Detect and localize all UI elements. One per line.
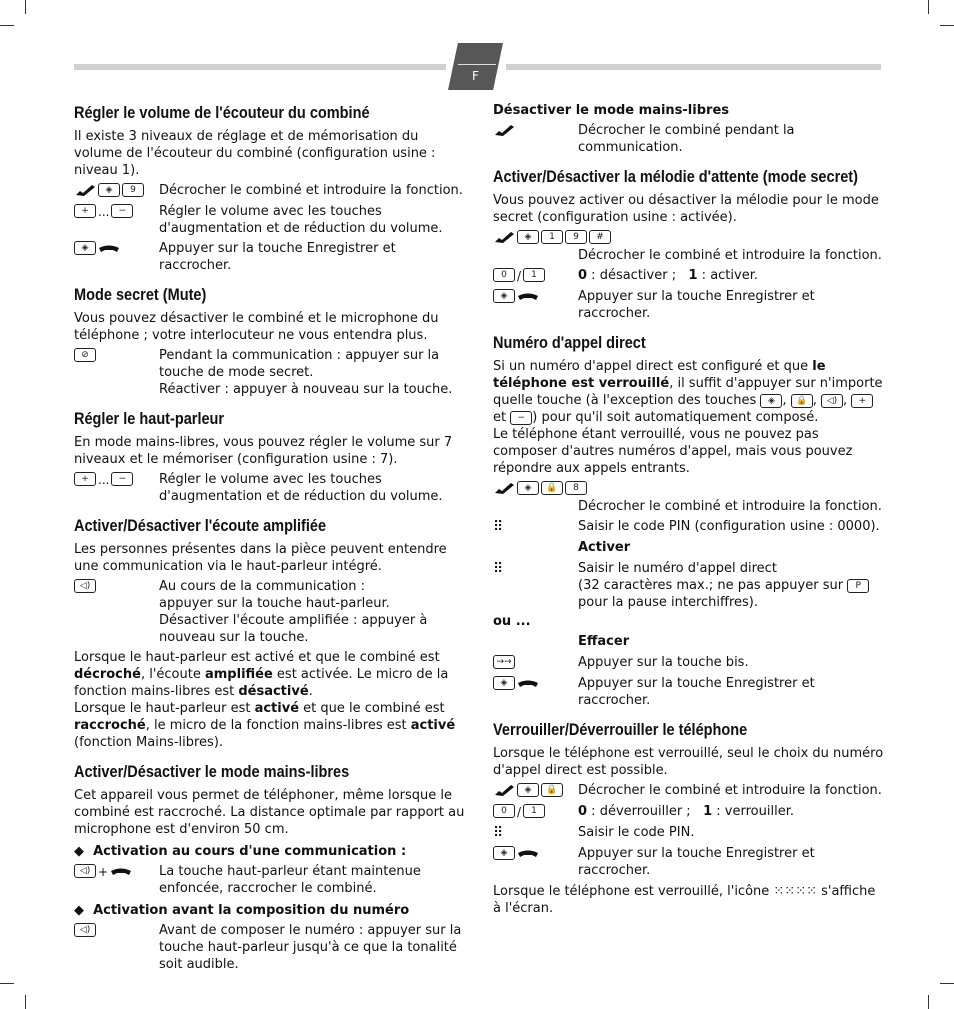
text: Lorsque le téléphone est verrouillé, l'icône <box>493 884 774 899</box>
crop-mark <box>928 995 929 1009</box>
step-text <box>578 803 885 821</box>
step-label <box>578 539 885 557</box>
volume-up-key-icon: + <box>74 204 96 218</box>
step-keys <box>493 803 578 821</box>
volume-down-key-icon: − <box>510 411 532 425</box>
step-keys <box>493 122 578 156</box>
section-title: Activer/Désactiver la mélodie d'attente (mode secret) <box>493 168 858 186</box>
text: Lorsque le haut-parleur est <box>74 701 255 716</box>
text: : verrouiller. <box>712 804 794 819</box>
paragraph: Cet appareil vous permet de téléphoner, même lorsque le combiné est raccroché. La distance optimale par rapport au microphone est d'environ 50 cm. <box>74 788 465 837</box>
pause-key-icon: P <box>847 579 869 593</box>
key-0-icon: 0 <box>493 804 515 818</box>
plus-sign: + <box>98 865 109 879</box>
speaker-key-icon: ◁) <box>74 923 96 937</box>
bold-text: Effacer <box>578 634 630 649</box>
step <box>493 267 885 285</box>
step <box>493 539 885 557</box>
step-keys <box>493 288 578 322</box>
text: , l'écoute <box>140 667 205 682</box>
step <box>493 480 885 515</box>
step-keys <box>74 863 159 897</box>
save-key-icon: ◈ <box>517 783 539 797</box>
step-keys <box>493 539 578 557</box>
step-text <box>159 347 466 398</box>
text: est activée. Le micro de la fonction mains-libres est <box>74 667 449 699</box>
step <box>493 782 885 800</box>
step-text: Décrocher le combiné pendant la communication. <box>578 123 795 155</box>
step-keys <box>493 845 578 879</box>
crop-mark <box>0 983 14 984</box>
slash: / <box>517 805 522 819</box>
volume-down-key-icon: − <box>111 472 133 486</box>
paragraph: En mode mains-libres, vous pouvez régler le volume sur 7 niveaux et le mémoriser (configuration usine : 7). <box>74 435 453 467</box>
text: Si un numéro d'appel direct est configuré et que <box>493 359 813 374</box>
text: (fonction Mains-libres). <box>74 735 224 750</box>
step-text: Décrocher le combiné et introduire la fonction. <box>159 183 463 198</box>
step-text <box>578 267 885 285</box>
bullet-heading <box>74 902 466 919</box>
text: Lorsque le haut-parleur est activé et que le combiné est <box>74 650 440 665</box>
save-key-icon: ◈ <box>517 230 539 244</box>
paragraph: Les personnes présentes dans la pièce peuvent entendre une communication via le haut-parleur intégré. <box>74 542 447 574</box>
step <box>493 288 885 322</box>
step <box>493 560 885 611</box>
text: . <box>308 684 313 699</box>
step-text: Appuyer sur la touche Enregistrer et raccrocher. <box>578 289 815 321</box>
step-label <box>578 633 885 651</box>
crop-mark <box>0 25 14 26</box>
text: et <box>493 410 511 425</box>
bold-text: 0 <box>578 268 588 283</box>
step <box>74 347 466 398</box>
lock-key-icon: 🔒 <box>541 481 563 495</box>
paragraph: Vous pouvez activer ou désactiver la mélodie pour le mode secret (configuration usine : activée). <box>493 193 879 225</box>
crop-mark <box>25 0 26 14</box>
step <box>493 633 885 651</box>
handset-onhook-icon <box>517 289 539 303</box>
step <box>493 518 885 536</box>
paragraph <box>493 883 885 917</box>
subsection-title: Désactiver le mode mains-libres <box>493 103 729 118</box>
text: ) pour qu'il soit automatiquement composé. <box>532 410 819 425</box>
bullet-text: Activation au cours d'une communication : <box>93 844 407 859</box>
step <box>74 471 466 505</box>
save-key-icon: ◈ <box>517 481 539 495</box>
step <box>493 229 885 264</box>
step-text: Appuyer sur la touche Enregistrer et raccrocher. <box>578 676 815 708</box>
paragraph: Lorsque le téléphone est verrouillé, seul le choix du numéro d'appel direct est possible. <box>493 746 884 778</box>
step <box>74 922 466 973</box>
step-text: Décrocher le combiné et introduire la fonction. <box>578 499 882 514</box>
bold-text: activé <box>254 701 300 716</box>
section-title: Régler le volume de l'écouteur du combiné <box>74 104 370 122</box>
step-line: Réactiver : appuyer à nouveau sur la touche. <box>159 382 453 397</box>
text: s'affiche à l'écran. <box>493 884 876 916</box>
bold-text: 0 <box>578 804 588 819</box>
step-keys <box>493 633 578 651</box>
step-line: Pendant la communication : appuyer sur la touche de mode secret. <box>159 348 440 380</box>
save-key-icon: ◈ <box>760 394 782 408</box>
speaker-key-icon: ◁) <box>74 864 96 878</box>
step <box>74 203 466 237</box>
key-hash-icon: # <box>589 230 611 244</box>
step <box>493 845 885 879</box>
bold-text: le téléphone est verrouillé <box>493 359 826 391</box>
step <box>74 240 466 274</box>
step-keys <box>493 518 578 536</box>
section-title: Mode secret (Mute) <box>74 286 207 304</box>
step <box>493 803 885 821</box>
step-text <box>578 560 885 611</box>
text: , <box>782 393 791 408</box>
save-key-icon: ◈ <box>493 846 515 860</box>
step-keys <box>74 347 159 398</box>
step-line <box>578 577 885 594</box>
handset-onhook-icon <box>98 241 120 255</box>
step-keys <box>74 203 159 237</box>
step <box>493 654 885 672</box>
diamond-bullet-icon: ◆ <box>74 903 94 918</box>
crop-mark <box>940 983 954 984</box>
section-title: Numéro d'appel direct <box>493 334 646 352</box>
bold-text: activé <box>410 718 456 733</box>
handset-onhook-icon <box>517 846 539 860</box>
step-keys <box>493 782 578 800</box>
bold-text: désactivé <box>238 684 309 699</box>
bullet-heading <box>74 843 466 860</box>
text: (32 caractères max.; ne pas appuyer sur <box>578 578 848 593</box>
handset-offhook-icon <box>493 123 515 137</box>
handset-offhook-icon <box>493 230 515 244</box>
keypad-icon: ⠿ <box>493 825 504 841</box>
crop-mark <box>928 0 929 14</box>
save-key-icon: ◈ <box>493 289 515 303</box>
step <box>74 182 466 200</box>
step-line: Saisir le numéro d'appel direct <box>578 561 777 576</box>
bold-text: 1 <box>688 268 698 283</box>
save-key-icon: ◈ <box>98 183 120 197</box>
step-text: Décrocher le combiné et introduire la fonction. <box>578 783 882 798</box>
step <box>493 122 885 156</box>
paragraph: Il existe 3 niveaux de réglage et de mémorisation du volume de l'écouteur du combiné (configuration usine : niveau 1). <box>74 129 436 178</box>
save-key-icon: ◈ <box>74 241 96 255</box>
volume-down-key-icon: − <box>111 204 133 218</box>
crop-mark <box>25 995 26 1009</box>
paragraph: Le téléphone étant verrouillé, vous ne pouvez pas composer d'autres numéros d'appel, mais vous pouvez répondre aux appels entrants. <box>493 427 853 476</box>
text: : déverrouiller ; <box>587 804 691 819</box>
step-text: Appuyer sur la touche Enregistrer et raccrocher. <box>578 846 815 878</box>
step-text: Décrocher le combiné et introduire la fonction. <box>578 248 882 263</box>
text: : désactiver ; <box>587 268 677 283</box>
paragraph <box>74 649 466 700</box>
step-text: Appuyer sur la touche bis. <box>578 655 749 670</box>
bold-text: raccroché <box>74 718 146 733</box>
step-line: appuyer sur la touche haut-parleur. <box>159 596 390 611</box>
section-title: Activer/Désactiver l'écoute amplifiée <box>74 517 327 535</box>
header-bar-left <box>74 64 446 70</box>
paragraph <box>74 700 466 751</box>
step <box>493 824 885 842</box>
handset-onhook-icon <box>110 864 132 878</box>
key-0-icon: 0 <box>493 268 515 282</box>
handset-offhook-icon <box>74 183 96 197</box>
text: , <box>812 393 821 408</box>
volume-up-key-icon: + <box>74 472 96 486</box>
bold-text: Activer <box>578 540 631 555</box>
volume-up-key-icon: + <box>851 394 873 408</box>
step-keys <box>493 229 885 247</box>
header-bar-right <box>506 64 881 70</box>
tab-divider <box>458 64 496 65</box>
key-1-icon: 1 <box>523 268 545 282</box>
step-text: Saisir le code PIN. <box>578 825 695 840</box>
step-text: La touche haut-parleur étant maintenue enfoncée, raccrocher le combiné. <box>159 864 421 896</box>
text: et que le combiné est <box>299 701 445 716</box>
step-keys <box>493 267 578 285</box>
step-keys <box>493 654 578 672</box>
slash: / <box>517 269 522 283</box>
text: , le micro de la fonction mains-libres est <box>145 718 411 733</box>
step <box>74 863 466 897</box>
step-text: Avant de composer le numéro : appuyer sur la touche haut-parleur jusqu'à ce que la tonalité soit audible. <box>159 923 462 972</box>
step-line: pour la pause interchiffres). <box>578 595 758 610</box>
handset-onhook-icon <box>517 676 539 690</box>
speaker-key-icon: ◁) <box>74 579 96 593</box>
text: , il suffit d'appuyer sur n'importe quelle touche (à l'exception des touches <box>493 376 883 408</box>
handset-offhook-icon <box>493 783 515 797</box>
right-column <box>493 100 885 917</box>
step-text: Régler le volume avec les touches d'augmentation et de réduction du volume. <box>159 204 443 236</box>
step-keys <box>74 578 159 646</box>
bold-text: amplifiée <box>204 667 273 682</box>
diamond-bullet-icon: ◆ <box>74 844 94 859</box>
redial-key-icon: →→ <box>493 655 515 669</box>
step-keys <box>493 480 885 498</box>
left-column <box>74 100 466 973</box>
lock-key-icon: 🔒 <box>541 783 563 797</box>
step-keys <box>493 560 578 611</box>
bullet-text: Activation avant la composition du numéro <box>93 903 410 918</box>
step-text: Saisir le code PIN (configuration usine : 0000). <box>578 519 880 534</box>
section-title: Régler le haut-parleur <box>74 410 225 428</box>
step-text: Appuyer sur la touche Enregistrer et raccrocher. <box>159 241 396 273</box>
bold-text: décroché <box>74 667 141 682</box>
save-key-icon: ◈ <box>493 676 515 690</box>
lock-status-icon: ⁙⁙⁙⁙ <box>773 884 817 899</box>
crop-mark <box>940 25 954 26</box>
step-text: Régler le volume avec les touches d'augmentation et de réduction du volume. <box>159 472 443 504</box>
key-1-icon: 1 <box>541 230 563 244</box>
key-9-icon: 9 <box>565 230 587 244</box>
step <box>74 578 466 646</box>
bold-text: 1 <box>703 804 713 819</box>
text: , <box>842 393 848 408</box>
keypad-icon: ⠿ <box>493 561 504 577</box>
or-label: ou ... <box>493 614 531 629</box>
step <box>493 675 885 709</box>
step-line: Au cours de la communication : <box>159 579 365 594</box>
keypad-icon: ⠿ <box>493 519 504 535</box>
key-8-icon: 8 <box>565 481 587 495</box>
lock-key-icon: 🔒 <box>791 394 813 408</box>
key-9-icon: 9 <box>122 183 144 197</box>
speaker-key-icon: ◁) <box>821 394 843 408</box>
text: : activer. <box>697 268 758 283</box>
handset-offhook-icon <box>493 481 515 495</box>
paragraph: Vous pouvez désactiver le combiné et le microphone du téléphone ; votre interlocuteur ne vous entendra plus. <box>74 311 439 343</box>
step-keys <box>74 240 159 274</box>
step-text <box>159 578 466 646</box>
tab-letter: F <box>472 69 479 83</box>
paragraph <box>493 358 885 426</box>
step-keys <box>493 824 578 842</box>
step-keys <box>74 471 159 505</box>
mute-key-icon: ⊘ <box>74 348 96 362</box>
step-keys <box>74 922 159 973</box>
ellipsis: ... <box>98 205 110 219</box>
step-keys <box>493 675 578 709</box>
ellipsis: ... <box>98 473 110 487</box>
step-line: Désactiver l'écoute amplifiée : appuyer à nouveau sur la touche. <box>159 613 428 645</box>
section-title: Verrouiller/Déverrouiller le téléphone <box>493 721 748 739</box>
key-1-icon: 1 <box>523 804 545 818</box>
step-keys <box>74 182 159 200</box>
section-title: Activer/Désactiver le mode mains-libres <box>74 763 350 781</box>
